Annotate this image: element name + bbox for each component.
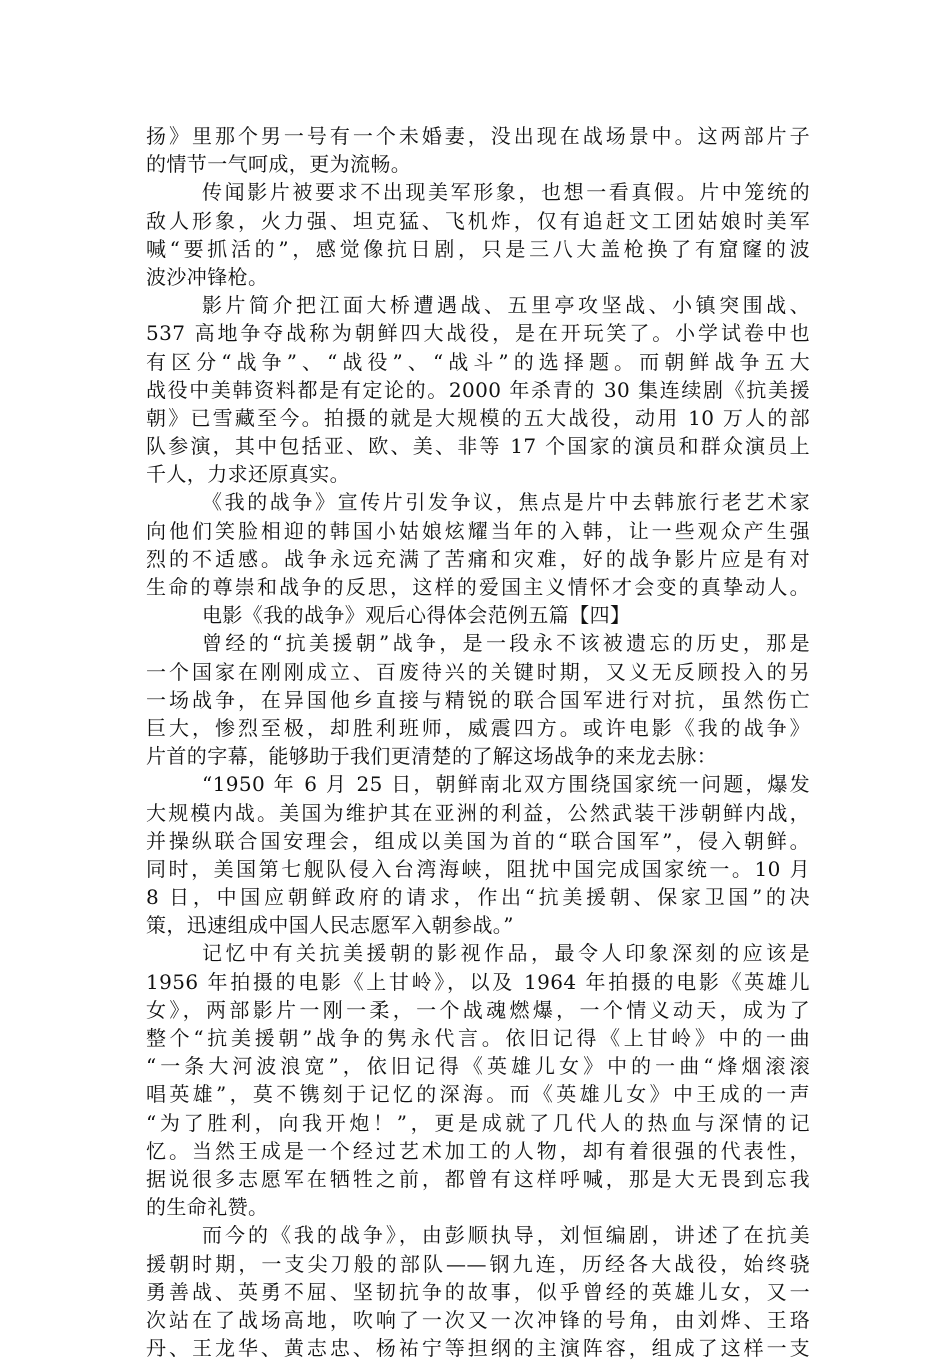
text-line: 扬》里那个男一号有一个未婚妻，没出现在战场景中。这两部片子	[146, 124, 810, 148]
text-line: 据说很多志愿军在牺牲之前，都曾有这样呼喊，那是大无畏到忘我	[146, 1166, 810, 1191]
text-line: 向他们笑脸相迎的韩国小姑娘炫耀当年的入韩，让一些观众产生强	[146, 518, 810, 543]
text-line: 曾经的“抗美援朝”战争，是一段永不该被遗忘的历史，那是	[202, 631, 810, 656]
text-line: 一个国家在刚刚成立、百废待兴的关键时期，又义无反顾投入的另	[146, 659, 810, 684]
text-line: 唱英雄”，莫不镌刻于记忆的深海。而《英雄儿女》中王成的一声	[146, 1082, 810, 1107]
text-line: 同时，美国第七舰队侵入台湾海峡，阻扰中国完成国家统一。10 月	[146, 856, 810, 881]
text-line: 一场战争，在异国他乡直接与精锐的联合国军进行对抗，虽然伤亡	[146, 687, 810, 712]
text-line: 传闻影片被要求不出现美军形象，也想一看真假。片中笼统的	[202, 180, 810, 205]
text-line: 勇善战、英勇不屈、坚韧抗争的故事，似乎曾经的英雄儿女，又一	[146, 1279, 810, 1304]
text-line: 记忆中有关抗美援朝的影视作品，最令人印象深刻的应该是	[202, 941, 810, 966]
text-line: 8 日，中国应朝鲜政府的请求，作出“抗美援朝、保家卫国”的决	[146, 885, 810, 910]
text-line: 的生命礼赞。	[146, 1195, 269, 1220]
text-line: 生命的尊崇和战争的反思，这样的爱国主义情怀才会变的真挚动人。	[146, 575, 810, 599]
text-line: 有区分“战争”、“战役”、“战斗”的选择题。而朝鲜战争五大	[146, 349, 810, 374]
text-line: 波沙冲锋枪。	[146, 264, 269, 289]
text-line: “1950 年 6 月 25 日，朝鲜南北双方围绕国家统一问题，爆发	[202, 772, 810, 797]
text-line: 丹、王龙华、黄志忠、杨祐宁等担纲的主演阵容，组成了这样一支	[146, 1336, 810, 1361]
text-line: 并操纵联合国安理会，组成以美国为首的“联合国军”，侵入朝鲜。	[146, 828, 810, 853]
text-line: 喊“要抓活的”，感觉像抗日剧，只是三八大盖枪换了有窟窿的波	[146, 236, 810, 261]
document-body	[146, 122, 810, 1362]
text-line: 朝》已雪藏至今。拍摄的就是大规模的五大战役，动用 10 万人的部	[146, 405, 810, 430]
text-line: “为了胜利，向我开炮！”，更是成就了几代人的热血与深情的记	[146, 1110, 810, 1135]
text-line: 援朝时期，一支尖刀般的部队——钢九连，历经各大战役，始终骁	[146, 1251, 810, 1276]
text-line: 敌人形象，火力强、坦克猛、飞机炸，仅有追赶文工团姑娘时美军	[146, 208, 810, 233]
text-line: 而今的《我的战争》，由彭顺执导，刘恒编剧，讲述了在抗美	[202, 1223, 810, 1248]
text-line: 队参演，其中包括亚、欧、美、非等 17 个国家的演员和群众演员上	[146, 434, 810, 459]
text-line: 电影《我的战争》观后心得体会范例五篇【四】	[202, 603, 631, 628]
text-line: 影片简介把江面大桥遭遇战、五里亭攻坚战、小镇突围战、	[202, 293, 810, 318]
text-line: 《我的战争》宣传片引发争议，焦点是片中去韩旅行老艺术家	[202, 490, 810, 515]
text-line: 1956 年拍摄的电影《上甘岭》，以及 1964 年拍摄的电影《英雄儿	[146, 969, 810, 994]
text-line: 烈的不适感。战争永远充满了苦痛和灾难，好的战争影片应是有对	[146, 546, 810, 571]
text-line: 千人，力求还原真实。	[146, 462, 350, 487]
text-line: “一条大河波浪宽”，依旧记得《英雄儿女》中的一曲“烽烟滚滚	[146, 1054, 810, 1079]
text-line: 次站在了战场高地，吹响了一次又一次冲锋的号角，由刘烨、王珞	[146, 1307, 810, 1332]
text-line: 巨大，惨烈至极，却胜利班师，威震四方。或许电影《我的战争》	[146, 715, 810, 740]
text-line: 大规模内战。美国为维护其在亚洲的利益，公然武装干涉朝鲜内战，	[146, 800, 810, 825]
text-line: 忆。当然王成是一个经过艺术加工的人物，却有着很强的代表性，	[146, 1138, 810, 1163]
text-line: 的情节一气呵成，更为流畅。	[146, 152, 412, 177]
text-line: 537 高地争夺战称为朝鲜四大战役，是在开玩笑了。小学试卷中也	[146, 321, 810, 346]
text-line: 策，迅速组成中国人民志愿军入朝参战。”	[146, 913, 514, 938]
text-line: 整个“抗美援朝”战争的隽永代言。依旧记得《上甘岭》中的一曲	[146, 1026, 810, 1050]
text-line: 女》，两部影片一刚一柔，一个战魂燃爆，一个情义动天，成为了	[146, 997, 810, 1022]
text-line: 片首的字幕，能够助于我们更清楚的了解这场战争的来龙去脉：	[146, 744, 718, 769]
text-line: 战役中美韩资料都是有定论的。2000 年杀青的 30 集连续剧《抗美援	[146, 377, 810, 402]
